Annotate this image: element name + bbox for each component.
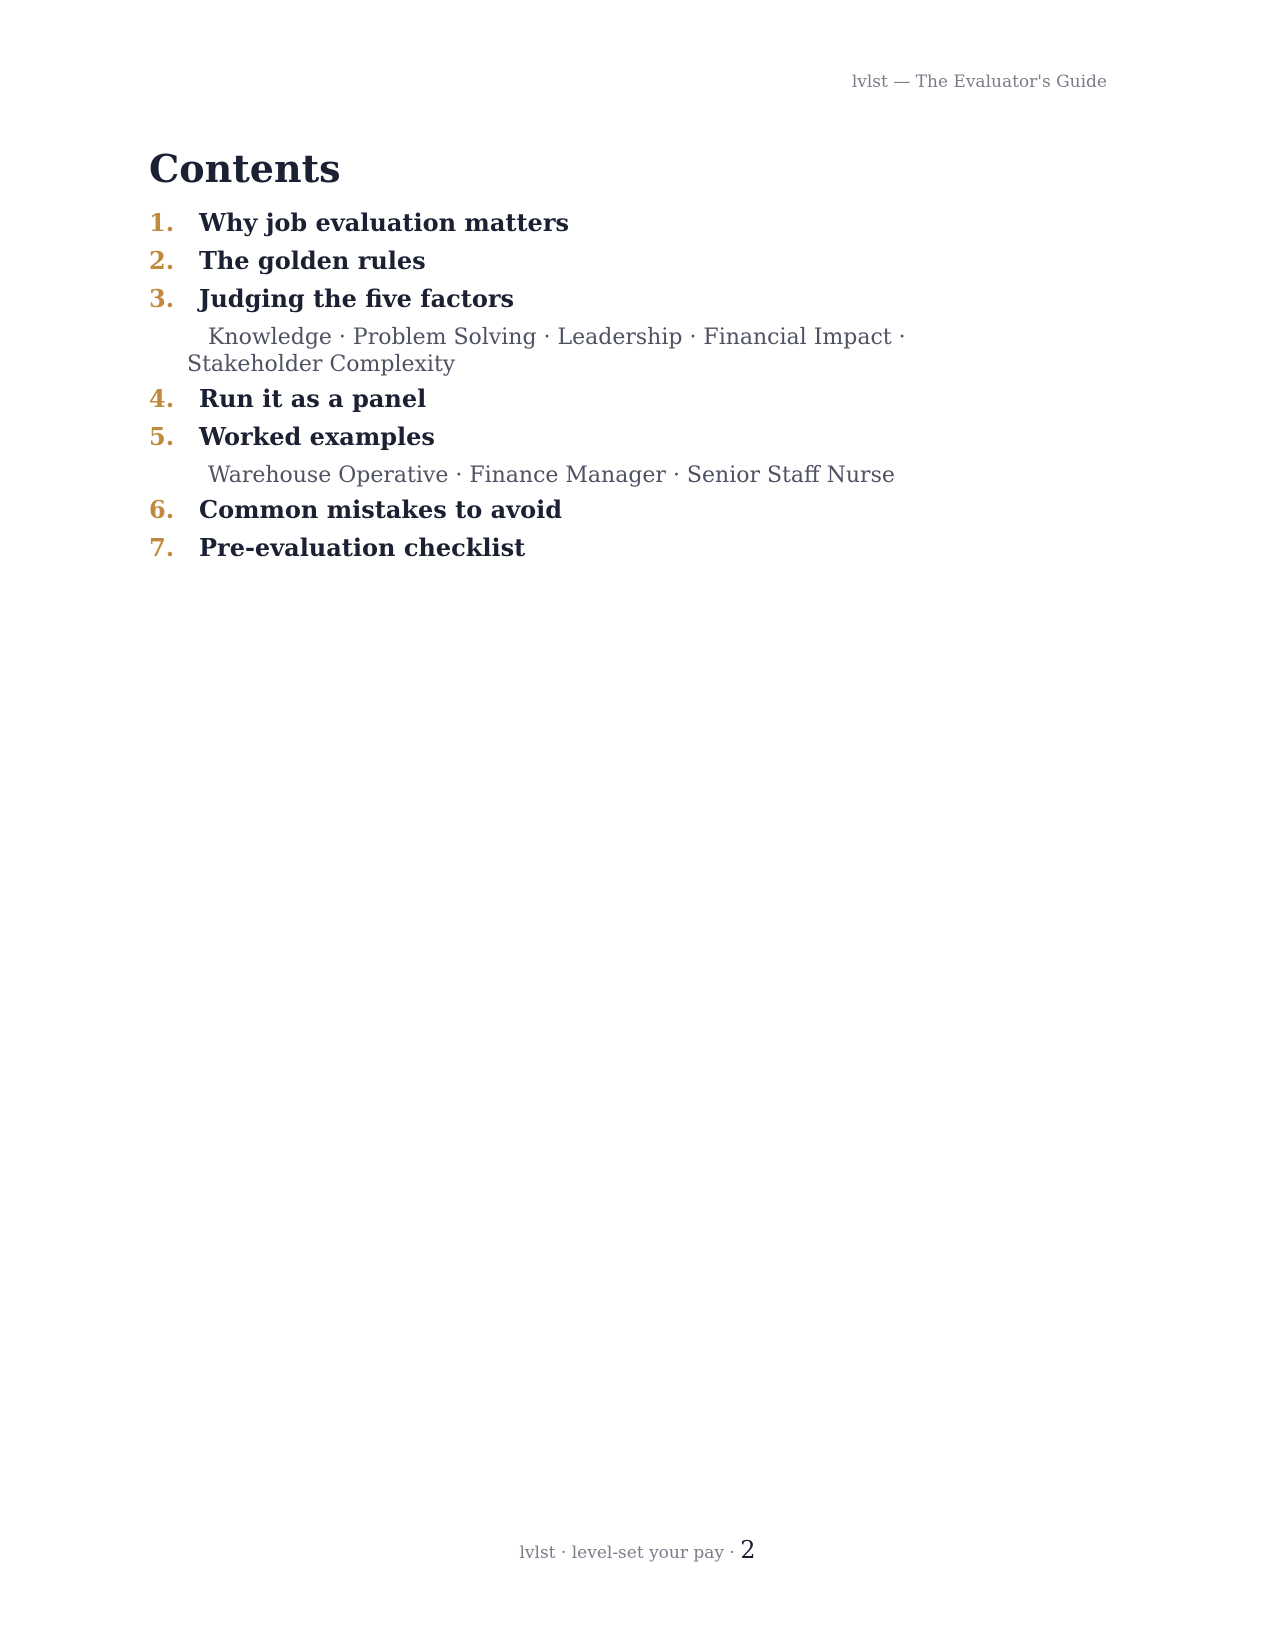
toc-entry-title[interactable]: Worked examples xyxy=(199,422,435,451)
toc-entry-number: 6. xyxy=(149,495,175,524)
toc-entry-title[interactable]: Common mistakes to avoid xyxy=(199,495,562,524)
footer-text: lvlst · level-set your pay · xyxy=(519,1543,735,1563)
contents-title: Contents xyxy=(149,146,341,191)
toc-entry-title[interactable]: Run it as a panel xyxy=(199,384,427,413)
toc-entry-title[interactable]: The golden rules xyxy=(199,246,426,275)
toc-entry-number: 2. xyxy=(149,246,175,275)
table-of-contents xyxy=(149,208,1049,571)
page-number: 2 xyxy=(740,1536,756,1564)
toc-entry[interactable] xyxy=(149,208,1049,246)
toc-entry-number: 3. xyxy=(149,284,175,313)
toc-entry-number: 5. xyxy=(149,422,175,451)
toc-entry[interactable] xyxy=(149,533,1049,571)
toc-entry-subsections: Knowledge · Problem Solving · Leadership · Financial Impact · Stakeholder Complexity xyxy=(187,325,906,377)
toc-entry[interactable] xyxy=(149,422,1049,489)
toc-entry-subsections: Warehouse Operative · Finance Manager · Senior Staff Nurse xyxy=(208,463,895,488)
toc-entry[interactable] xyxy=(149,284,1049,378)
toc-entry[interactable] xyxy=(149,495,1049,533)
toc-entry-number: 4. xyxy=(149,384,175,413)
toc-entry[interactable] xyxy=(149,384,1049,422)
running-footer xyxy=(0,1536,1275,1564)
toc-entry-number: 1. xyxy=(149,208,175,237)
toc-entry-title[interactable]: Why job evaluation matters xyxy=(199,208,569,237)
toc-entry[interactable] xyxy=(149,246,1049,284)
running-header: lvlst — The Evaluator's Guide xyxy=(851,72,1107,92)
toc-entry-number: 7. xyxy=(149,533,175,562)
toc-entry-title[interactable]: Judging the five factors xyxy=(199,284,514,313)
toc-entry-title[interactable]: Pre-evaluation checklist xyxy=(199,533,526,562)
